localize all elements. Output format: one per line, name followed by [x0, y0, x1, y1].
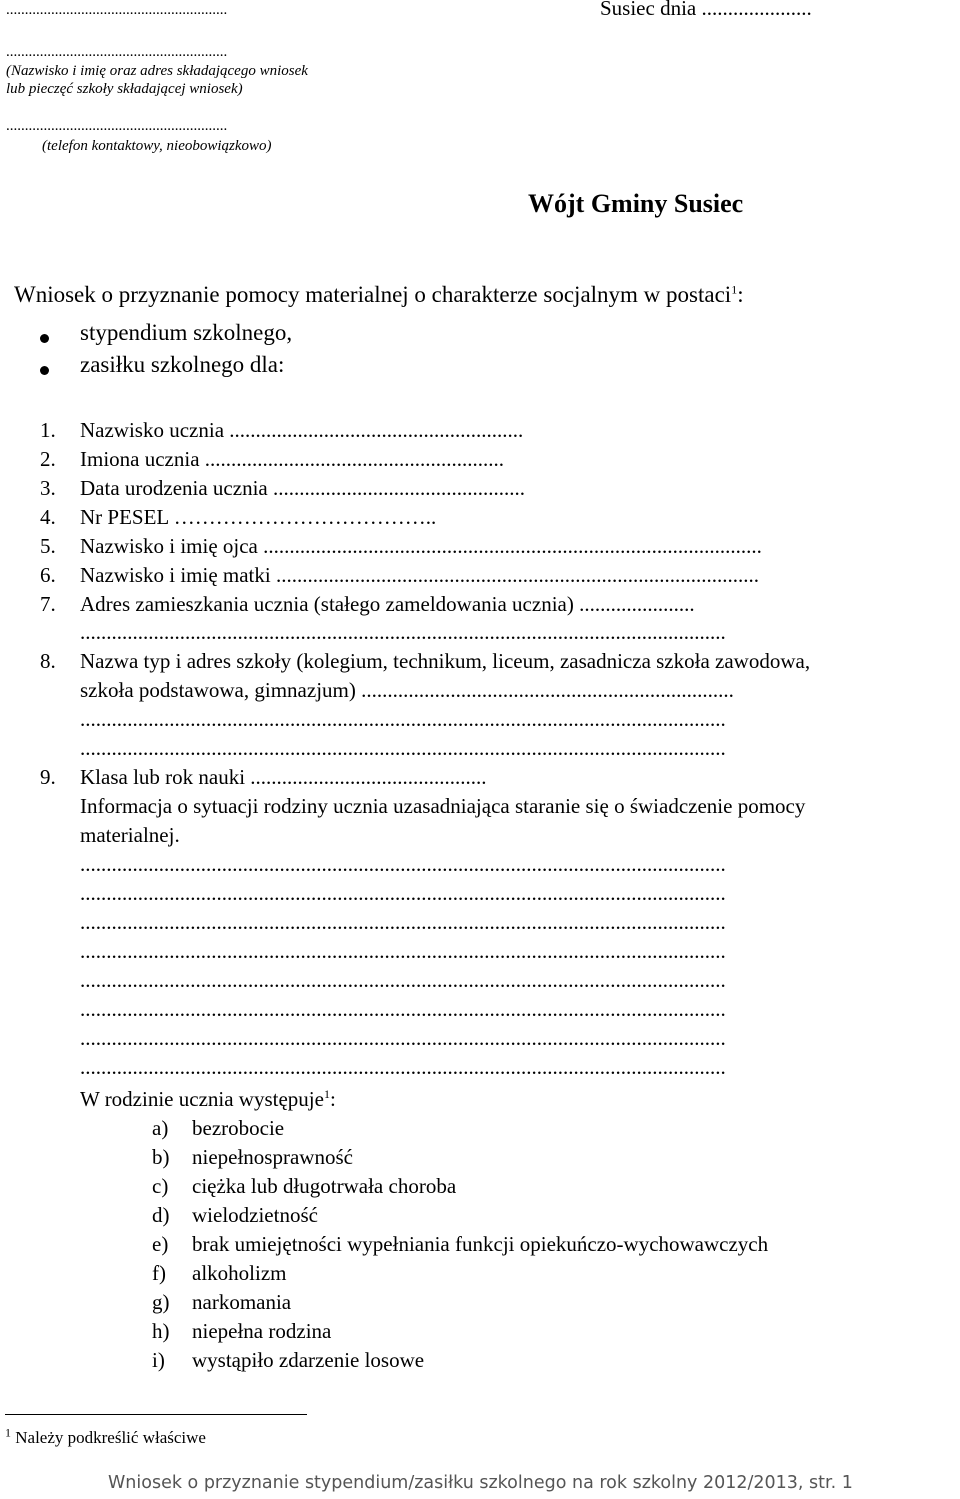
list-item: 4. Nr PESEL ………………………………..: [40, 505, 437, 529]
info-dotted-line: ...........................................................................................................................: [80, 997, 726, 1021]
applicant-caption-line-2: lub pieczęć szkoły składającej wniosek): [6, 81, 243, 97]
list-item: 7. Adres zamieszkania ucznia (stałego zameldowania ucznia) ......................: [40, 592, 695, 616]
bullet-item-scholarship: stypendium szkolnego,: [80, 320, 293, 345]
footnote-number: 1: [5, 1425, 11, 1440]
list-item: ...........................................................................................................................: [80, 707, 726, 731]
bullet-dot: [40, 334, 49, 343]
intro-heading: [14, 282, 744, 308]
family-item: d) wielodzietność: [152, 1203, 318, 1227]
recipient-title: Wójt Gminy Susiec: [528, 189, 744, 218]
family-item: c) ciężka lub długotrwała choroba: [152, 1174, 457, 1198]
list-item: szkoła podstawowa, gimnazjum) .......................................................................: [80, 678, 734, 702]
info-dotted-line: ...........................................................................................................................: [80, 1055, 726, 1079]
info-dotted-line: ...........................................................................................................................: [80, 1026, 726, 1050]
list-item: 8. Nazwa typ i adres szkoły (kolegium, technikum, liceum, zasadnicza szkoła zawodowa,: [40, 649, 811, 673]
list-item: 2. Imiona ucznia .........................................................: [40, 447, 505, 471]
info-line-1: Informacja o sytuacji rodziny ucznia uzasadniająca staranie się o świadczenie pomocy: [80, 794, 806, 818]
list-item: ...........................................................................................................................: [80, 620, 726, 644]
list-item: ...........................................................................................................................: [80, 736, 726, 760]
top-left-dotted-line: ...........................................................: [6, 2, 228, 18]
footnote-text: Należy podkreślić właściwe: [15, 1428, 206, 1447]
intro-tail: :: [737, 282, 744, 307]
info-dotted-line: ...........................................................................................................................: [80, 852, 726, 876]
bullet-dot: [40, 366, 49, 375]
family-item: f) alkoholizm: [152, 1261, 287, 1285]
list-item: 3. Data urodzenia ucznia ................................................: [40, 476, 525, 500]
info-dotted-line: ...........................................................................................................................: [80, 939, 726, 963]
footnote-ref: 1: [731, 282, 738, 297]
family-item: i) wystąpiło zdarzenie losowe: [152, 1348, 425, 1372]
phone-dotted-line: ...........................................................: [6, 118, 228, 134]
list-item: 5. Nazwisko i imię ojca ...............................................................................................: [40, 534, 762, 558]
list-item: 6. Nazwisko i imię matki ............................................................................................: [40, 563, 759, 587]
family-item: h) niepełna rodzina: [152, 1319, 332, 1343]
phone-caption: (telefon kontaktowy, nieobowiązkowo): [42, 138, 272, 154]
page-footer: Wniosek o przyznanie stypendium/zasiłku szkolnego na rok szkolny 2012/2013, str. 1: [108, 1473, 853, 1493]
info-dotted-line: ...........................................................................................................................: [80, 968, 726, 992]
intro-text: Wniosek o przyznanie pomocy materialnej o charakterze socjalnym w postaci: [14, 282, 732, 307]
footnote-ref: 1: [323, 1087, 330, 1101]
date-field: Susiec dnia .....................: [600, 0, 812, 20]
family-item: b) niepełnosprawność: [152, 1145, 353, 1169]
footnote-separator: [5, 1414, 307, 1415]
applicant-dotted-line: ...........................................................: [6, 44, 228, 60]
family-heading: W rodzinie ucznia występuje$^1$:: [80, 1087, 336, 1111]
info-dotted-line: ...........................................................................................................................: [80, 881, 726, 905]
bullet-item-allowance: zasiłku szkolnego dla:: [80, 352, 285, 377]
info-line-2: materialnej.: [80, 823, 180, 847]
list-item: 1. Nazwisko ucznia ........................................................: [40, 418, 524, 442]
applicant-caption-line-1: (Nazwisko i imię oraz adres składającego wniosek: [6, 63, 308, 79]
footnote: [5, 1425, 206, 1448]
list-item: 9. Klasa lub rok nauki .............................................: [40, 765, 487, 789]
family-item: g) narkomania: [152, 1290, 292, 1314]
info-dotted-line: ...........................................................................................................................: [80, 910, 726, 934]
family-item: e) brak umiejętności wypełniania funkcji opiekuńczo-wychowawczych: [152, 1232, 769, 1256]
family-item: a) bezrobocie: [152, 1116, 285, 1140]
